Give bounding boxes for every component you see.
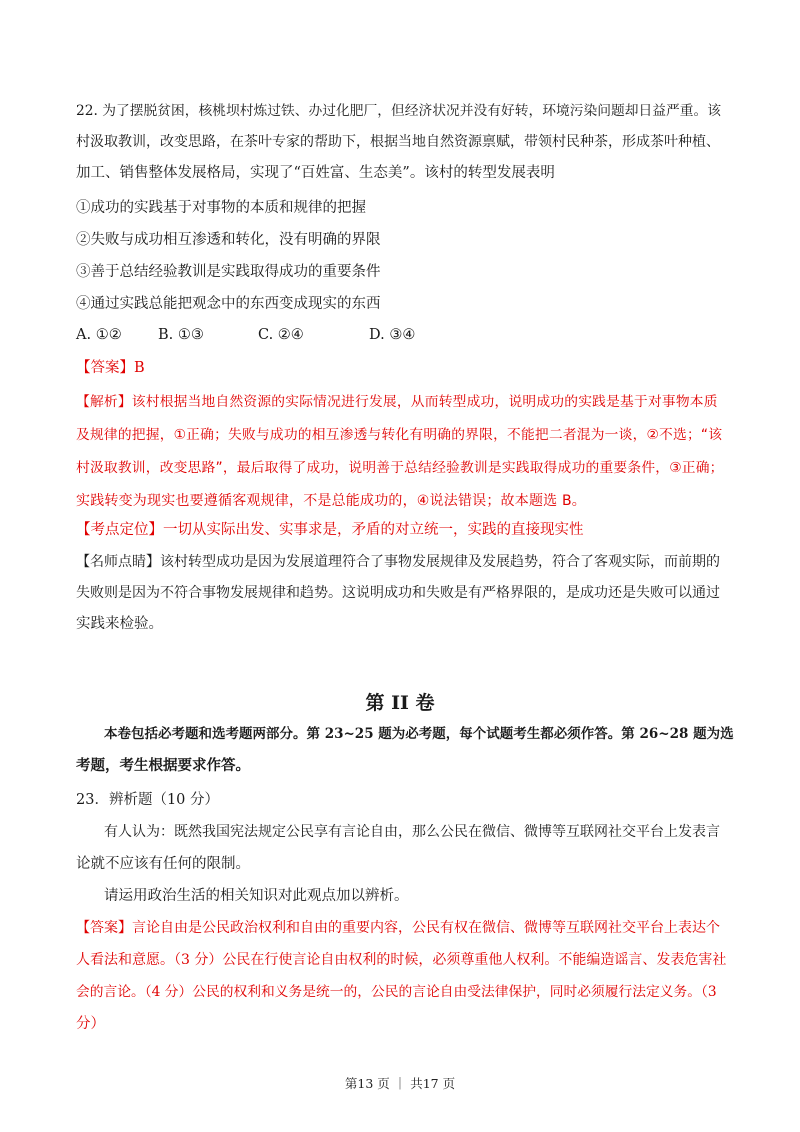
q22-option-a: A. ①② bbox=[76, 327, 122, 343]
section-title: 第 II 卷 bbox=[365, 692, 435, 714]
q22-stem-line-1: 22. 为了摆脱贫困，核桃坝村炼过铁、办过化肥厂，但经济状况并没有好转，环境污染问题却日益严重。该 bbox=[76, 103, 721, 119]
q23-task: 请运用政治生活的相关知识对此观点加以辨析。 bbox=[104, 888, 409, 904]
q23-prompt-line-2: 论就不应该有任何的限制。 bbox=[76, 856, 250, 872]
q22-option-d: D. ③④ bbox=[369, 327, 416, 343]
q23-answer-line-3: 会的言论。（4 分）公民的权利和义务是统一的，公民的言论自由受法律保护，同时必须履行法定义务。（3 bbox=[76, 984, 717, 1000]
q22-statement-3: ③善于总结经验教训是实践取得成功的重要条件 bbox=[76, 264, 381, 280]
q22-mingshi-line-3: 实践来检验。 bbox=[76, 616, 163, 632]
q23-answer-line-1: 【答案】言论自由是公民政治权利和自由的重要内容，公民有权在微信、微博等互联网社交平台上表达个 bbox=[76, 920, 720, 936]
q22-analysis-line-4: 实践转变为现实也要遵循客观规律，不是总能成功的，④说法错误；故本题选 B。 bbox=[76, 493, 587, 509]
q22-analysis-line-3: 村汲取教训，改变思路”，最后取得了成功，说明善于总结经验教训是实践取得成功的重要条件，③正确； bbox=[76, 460, 724, 476]
q22-statement-1: ①成功的实践基于对事物的本质和规律的把握 bbox=[76, 200, 366, 216]
q22-mingshi-line-2: 失败则是因为不符合事物发展规律和趋势。这说明成功和失败是有严格界限的，是成功还是失败可以通过 bbox=[76, 585, 720, 601]
page-footer: 第13 页 ｜ 共17 页 bbox=[344, 1076, 456, 1091]
q22-stem-line-3: 加工、销售整体发展格局，实现了“百姓富、生态美”。该村的转型发展表明 bbox=[76, 165, 555, 181]
section-intro-line-2: 考题，考生根据要求作答。 bbox=[76, 757, 250, 774]
q22-option-b: B. ①③ bbox=[158, 327, 204, 343]
section-intro-line-1: 本卷包括必考题和选考题两部分。第 23~25 题为必考题，每个试题考生都必须作答。第 26~28 题为选 bbox=[104, 726, 734, 742]
q22-analysis-line-1: 【解析】该村根据当地自然资源的实际情况进行发展，从而转型成功，说明成功的实践是基于对事物本质 bbox=[76, 394, 718, 410]
q23-answer-line-2: 人看法和意愿。（3 分）公民在行使言论自由权利的时候，必须尊重他人权利。不能编造谣言、发表危害社 bbox=[76, 952, 727, 968]
q23-heading: 23．辨析题（10 分） bbox=[76, 792, 220, 808]
q22-option-c: C. ②④ bbox=[258, 327, 304, 343]
q23-prompt-line-1: 有人认为：既然我国宪法规定公民享有言论自由，那么公民在微信、微博等互联网社交平台上发表言 bbox=[104, 824, 720, 840]
q22-kaodian bbox=[76, 520, 726, 540]
q22-statement-4: ④通过实践总能把观念中的东西变成现实的东西 bbox=[76, 296, 381, 312]
kaodian-text: 【考点定位】一切从实际出发、实事求是，矛盾的对立统一，实践的直接现实性 bbox=[76, 522, 584, 538]
q23-answer-line-4: 分） bbox=[76, 1016, 105, 1032]
q22-statement-2: ②失败与成功相互渗透和转化，没有明确的界限 bbox=[76, 232, 381, 248]
q22-mingshi-line-1: 【名师点睛】该村转型成功是因为发展道理符合了事物发展规律及发展趋势，符合了客观实际，而前期的 bbox=[76, 554, 720, 570]
q22-answer: 【答案】B bbox=[76, 360, 145, 376]
q22-stem-line-2: 村汲取教训，改变思路，在茶叶专家的帮助下，根据当地自然资源禀赋，带领村民种茶，形成茶叶种植、 bbox=[76, 134, 720, 150]
q22-analysis-line-2: 及规律的把握，①正确；失败与成功的相互渗透与转化有明确的界限，不能把二者混为一谈，②不选；“该 bbox=[76, 427, 723, 443]
